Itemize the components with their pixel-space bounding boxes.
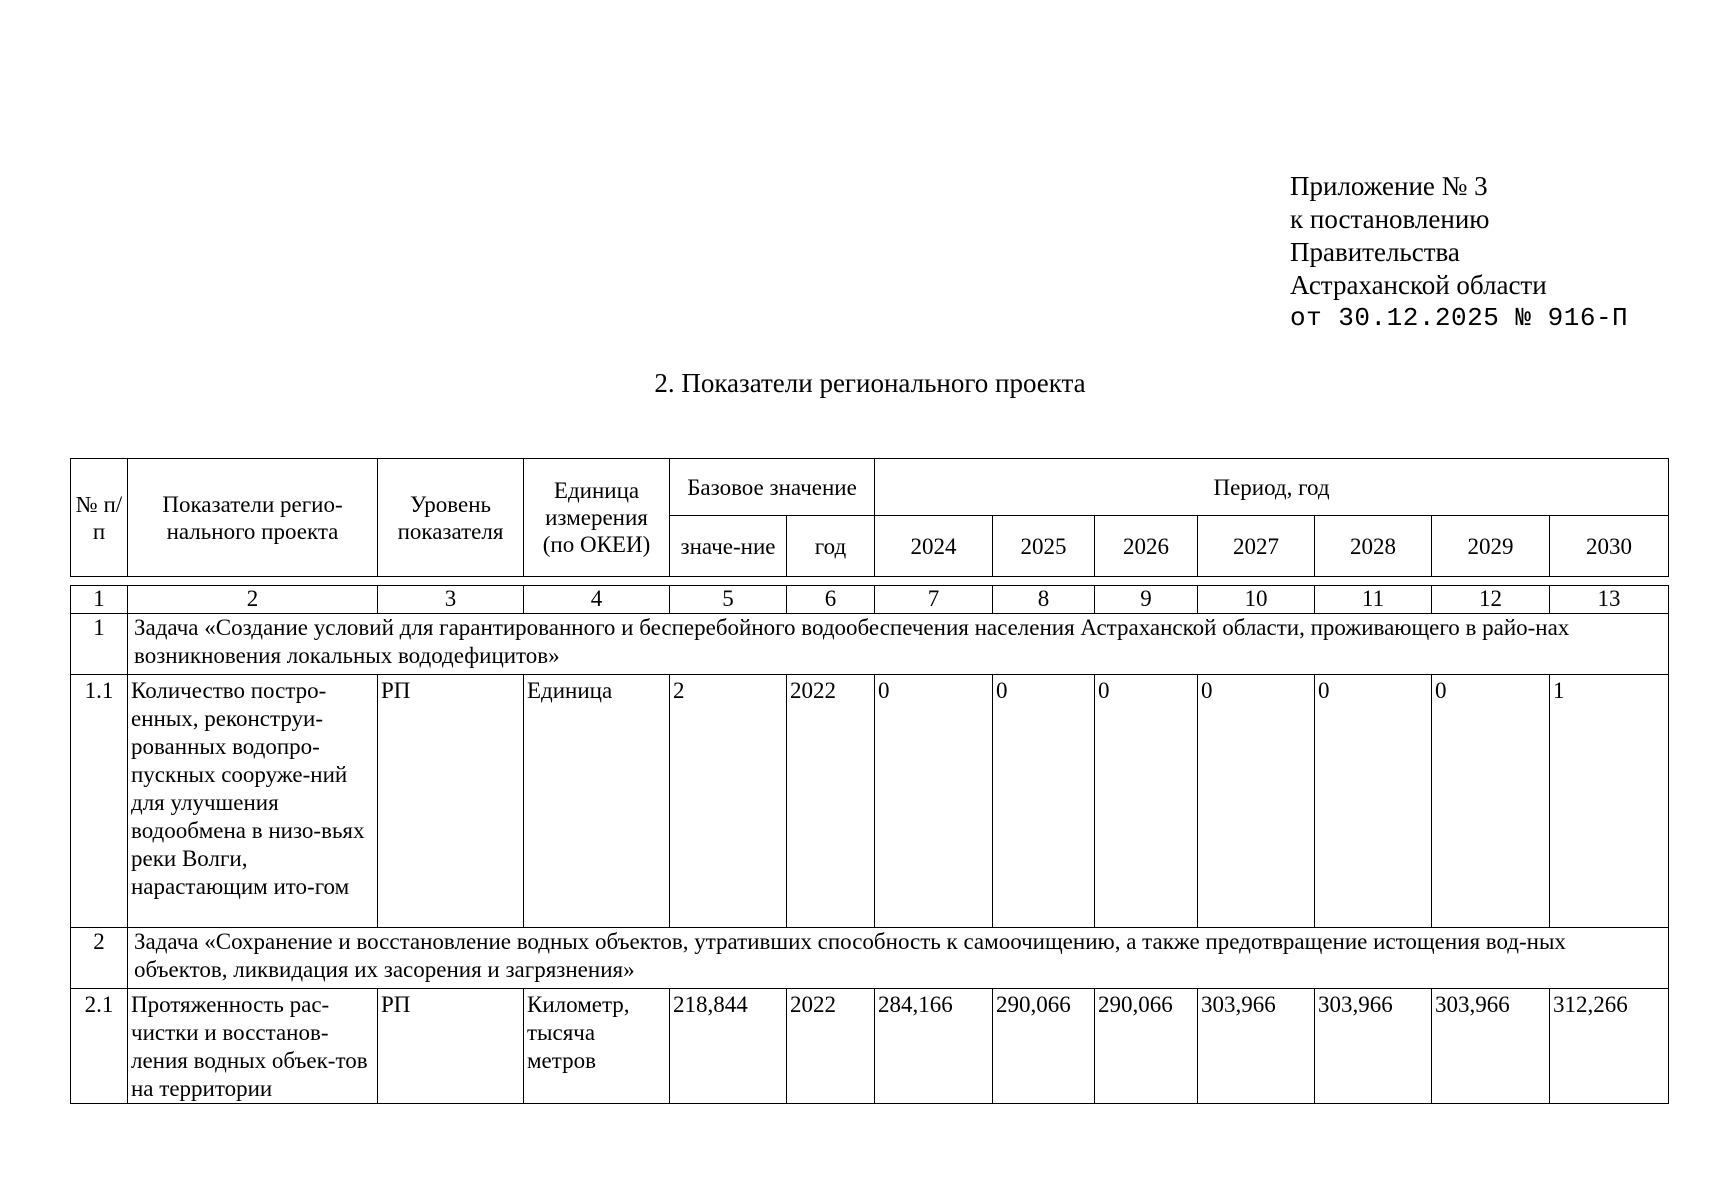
indicators-table: [70, 458, 1669, 1104]
indicator-base-year: 2022: [787, 989, 875, 1104]
task-text: Задача «Сохранение и восстановление водных объектов, утративших способность к самоочищению, а также предотвращение истощения вод-ных объектов, ликвидация их засорения и загрязнения»: [128, 928, 1669, 989]
indicator-unit: Километр, тысяча метров: [524, 989, 670, 1104]
column-number: 3: [378, 586, 524, 614]
header-year: 2026: [1095, 516, 1198, 577]
column-number: 6: [787, 586, 875, 614]
header-unit: Единица измерения (по ОКЕИ): [524, 459, 670, 577]
indicator-number: 2.1: [71, 989, 128, 1104]
column-number: 10: [1198, 586, 1315, 614]
indicator-value: 0: [1198, 675, 1315, 928]
header-period: Период, год: [875, 459, 1669, 516]
indicator-value: 290,066: [1095, 989, 1198, 1104]
indicator-base-year: 2022: [787, 675, 875, 928]
header-base-value: значе-ние: [670, 516, 787, 577]
indicator-value: 1: [1550, 675, 1669, 928]
indicator-row: [71, 989, 1669, 1104]
header-year: 2025: [993, 516, 1095, 577]
indicator-value: 0: [993, 675, 1095, 928]
indicator-value: 303,966: [1432, 989, 1550, 1104]
section-title: 2. Показатели регионального проекта: [654, 368, 1086, 398]
column-number: 13: [1550, 586, 1669, 614]
header-indicator: Показатели регио-нального проекта: [128, 459, 378, 577]
task-number: 1: [71, 614, 128, 675]
column-number: 4: [524, 586, 670, 614]
indicator-base-value: 218,844: [670, 989, 787, 1104]
column-number: 9: [1095, 586, 1198, 614]
header-year: 2027: [1198, 516, 1315, 577]
indicator-base-value: 2: [670, 675, 787, 928]
indicator-value: 312,266: [1550, 989, 1669, 1104]
task-row: [71, 614, 1669, 675]
column-number: 7: [875, 586, 993, 614]
attachment-line-2: к постановлению: [1290, 204, 1490, 234]
attachment-line-4: Астраханской области: [1290, 270, 1547, 300]
column-number: 1: [71, 586, 128, 614]
header-num: № п/п: [71, 459, 128, 577]
header-year: 2030: [1550, 516, 1669, 577]
task-text: Задача «Создание условий для гарантированного и бесперебойного водообеспечения населения Астраханской области, проживающего в райо-нах возникновения локальных вододефицитов»: [128, 614, 1669, 675]
indicator-value: 0: [875, 675, 993, 928]
indicator-value: 0: [1432, 675, 1550, 928]
indicator-value: 0: [1095, 675, 1198, 928]
attachment-line-5: от 30.12.2025 № 916-П: [1290, 303, 1629, 333]
attachment-line-3: Правительства: [1290, 237, 1460, 267]
column-number: 5: [670, 586, 787, 614]
indicators-table-wrap: [70, 458, 1668, 1104]
header-year: 2024: [875, 516, 993, 577]
header-gap: [71, 577, 1669, 586]
indicator-name: Протяженность рас-чистки и восстанов-ления водных объек-тов на территории: [128, 989, 378, 1104]
indicator-name: Количество постро-енных, реконструи-рованных водопро-пускных сооруже-ний для улучшения водообмена в низо-вьях реки Волги, нарастающим ито-гом: [128, 675, 378, 928]
indicator-value: 290,066: [993, 989, 1095, 1104]
header-year: 2029: [1432, 516, 1550, 577]
header-row-top: [71, 459, 1669, 516]
header-base: Базовое значение: [670, 459, 875, 516]
task-row: [71, 928, 1669, 989]
attachment-line-1: Приложение № 3: [1290, 171, 1488, 201]
header-base-year: год: [787, 516, 875, 577]
attachment-block: [1290, 170, 1628, 335]
column-number: 12: [1432, 586, 1550, 614]
indicator-value: 0: [1315, 675, 1432, 928]
indicator-number: 1.1: [71, 675, 128, 928]
column-number: 2: [128, 586, 378, 614]
column-number: 8: [993, 586, 1095, 614]
column-number: 11: [1315, 586, 1432, 614]
indicator-level: РП: [378, 989, 524, 1104]
indicator-row: [71, 675, 1669, 928]
header-year: 2028: [1315, 516, 1432, 577]
task-number: 2: [71, 928, 128, 989]
indicator-value: 284,166: [875, 989, 993, 1104]
header-level: Уровень показателя: [378, 459, 524, 577]
indicator-value: 303,966: [1198, 989, 1315, 1104]
indicator-level: РП: [378, 675, 524, 928]
indicator-unit: Единица: [524, 675, 670, 928]
column-number-row: [71, 586, 1669, 614]
indicator-value: 303,966: [1315, 989, 1432, 1104]
